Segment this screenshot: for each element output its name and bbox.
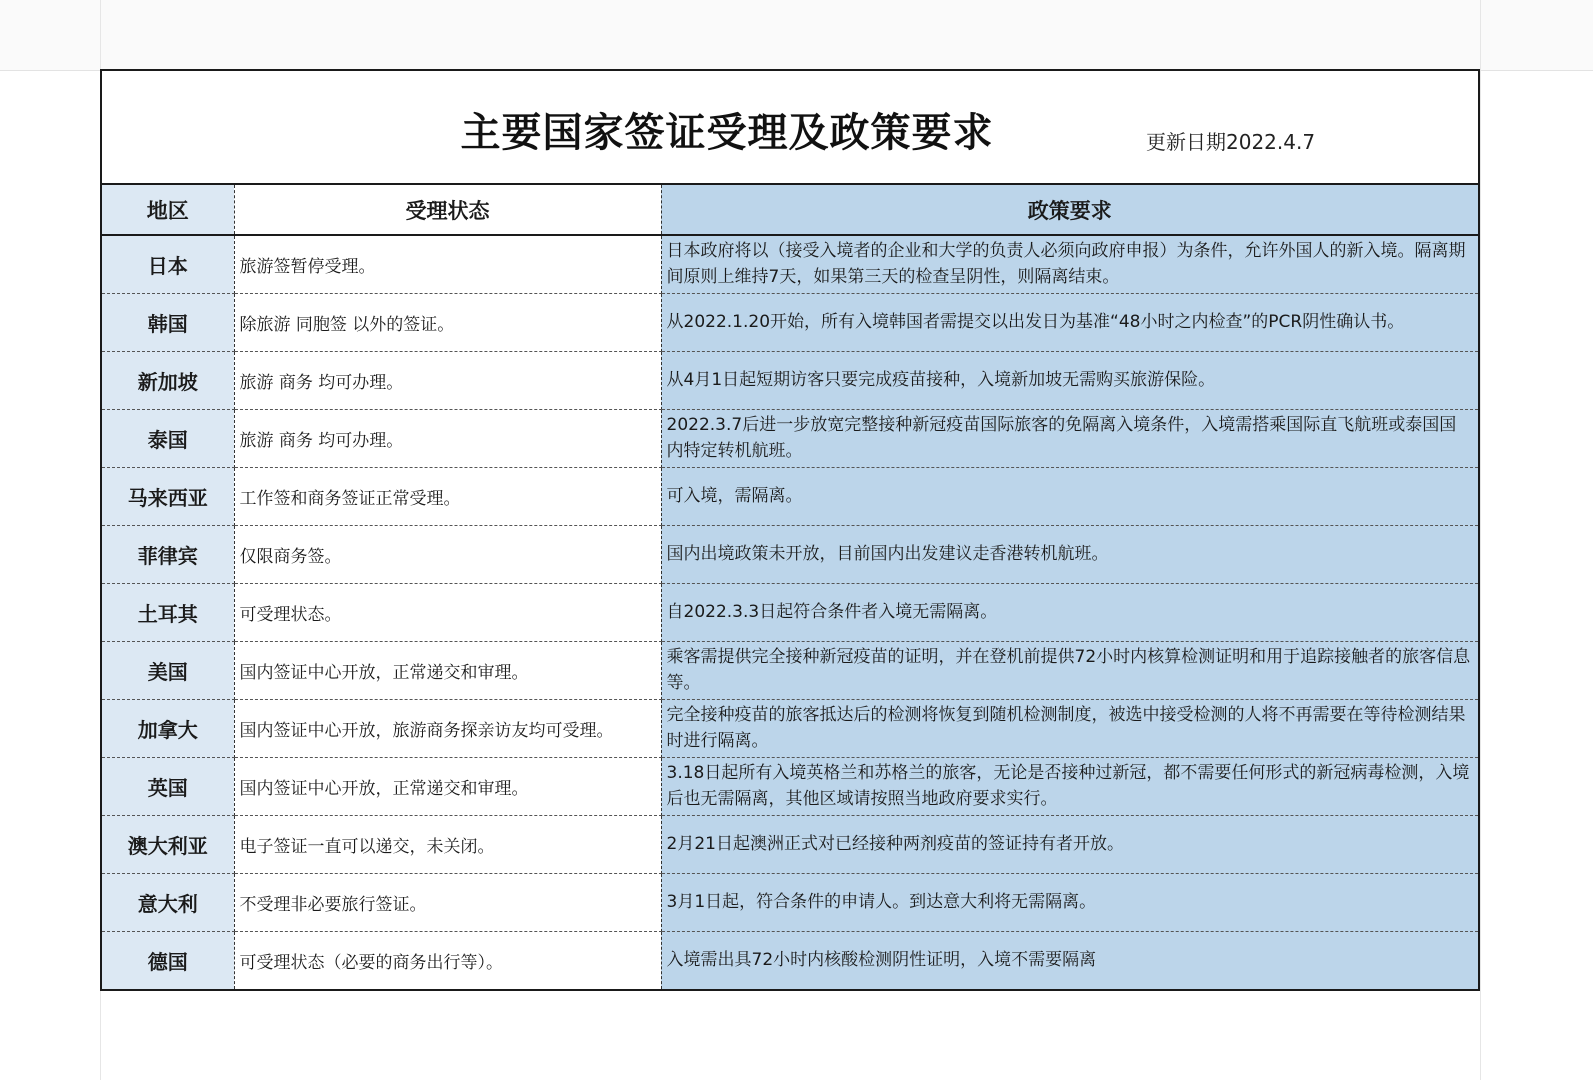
status-cell: 仅限商务签。 [234,525,661,583]
policy-cell: 3.18日起所有入境英格兰和苏格兰的旅客，无论是否接种过新冠，都不需要任何形式的新冠病毒检测，入境后也无需隔离，其他区域请按照当地政府要求实行。 [661,757,1478,815]
policy-cell: 从4月1日起短期访客只要完成疫苗接种，入境新加坡无需购买旅游保险。 [661,351,1478,409]
status-cell: 旅游签暂停受理。 [234,235,661,293]
region-cell: 菲律宾 [102,525,234,583]
title-row [102,71,1478,185]
region-cell: 新加坡 [102,351,234,409]
region-cell: 德国 [102,931,234,989]
table-row [102,873,1478,931]
status-cell: 旅游 商务 均可办理。 [234,351,661,409]
policy-cell: 3月1日起，符合条件的申请人。到达意大利将无需隔离。 [661,873,1478,931]
status-cell: 旅游 商务 均可办理。 [234,409,661,467]
status-cell: 不受理非必要旅行签证。 [234,873,661,931]
grid-line [1480,0,1481,1080]
policy-cell: 日本政府将以（接受入境者的企业和大学的负责人必须向政府申报）为条件，允许外国人的新入境。隔离期间原则上维持7天，如果第三天的检查呈阴性，则隔离结束。 [661,235,1478,293]
region-cell: 韩国 [102,293,234,351]
region-cell: 英国 [102,757,234,815]
table-row [102,699,1478,757]
status-cell: 除旅游 同胞签 以外的签证。 [234,293,661,351]
policy-cell: 自2022.3.3日起符合条件者入境无需隔离。 [661,583,1478,641]
table-row [102,409,1478,467]
status-cell: 国内签证中心开放，旅游商务探亲访友均可受理。 [234,699,661,757]
status-cell: 可受理状态。 [234,583,661,641]
table-row [102,931,1478,989]
region-cell: 美国 [102,641,234,699]
table-row [102,351,1478,409]
region-cell: 日本 [102,235,234,293]
spreadsheet-header-area [0,0,1593,71]
update-date: 更新日期2022.4.7 [1146,130,1316,154]
status-cell: 国内签证中心开放，正常递交和审理。 [234,757,661,815]
table-row [102,583,1478,641]
policy-cell: 国内出境政策未开放，目前国内出发建议走香港转机航班。 [661,525,1478,583]
policy-cell: 从2022.1.20开始，所有入境韩国者需提交以出发日为基准“48小时之内检查”的PCR阴性确认书。 [661,293,1478,351]
region-cell: 意大利 [102,873,234,931]
policy-cell: 完全接种疫苗的旅客抵达后的检测将恢复到随机检测制度，被选中接受检测的人将不再需要在等待检测结果时进行隔离。 [661,699,1478,757]
table-row [102,235,1478,293]
policy-cell: 2月21日起澳洲正式对已经接种两剂疫苗的签证持有者开放。 [661,815,1478,873]
table-row [102,467,1478,525]
table-row [102,757,1478,815]
policy-cell: 乘客需提供完全接种新冠疫苗的证明，并在登机前提供72小时内核算检测证明和用于追踪接触者的旅客信息等。 [661,641,1478,699]
policy-cell: 2022.3.7后进一步放宽完整接种新冠疫苗国际旅客的免隔离入境条件，入境需搭乘国际直飞航班或泰国国内特定转机航班。 [661,409,1478,467]
visa-policy-sheet [100,69,1480,991]
page-title: 主要国家签证受理及政策要求 [460,110,994,156]
table-header-row [102,185,1478,235]
column-header-status: 受理状态 [234,185,661,235]
region-cell: 加拿大 [102,699,234,757]
status-cell: 电子签证一直可以递交，未关闭。 [234,815,661,873]
region-cell: 泰国 [102,409,234,467]
status-cell: 工作签和商务签证正常受理。 [234,467,661,525]
policy-table [102,185,1478,989]
policy-cell: 可入境，需隔离。 [661,467,1478,525]
column-header-policy: 政策要求 [661,185,1478,235]
status-cell: 国内签证中心开放，正常递交和审理。 [234,641,661,699]
policy-cell: 入境需出具72小时内核酸检测阴性证明，入境不需要隔离 [661,931,1478,989]
table-row [102,525,1478,583]
region-cell: 马来西亚 [102,467,234,525]
region-cell: 澳大利亚 [102,815,234,873]
column-header-region: 地区 [102,185,234,235]
table-row [102,815,1478,873]
status-cell: 可受理状态（必要的商务出行等）。 [234,931,661,989]
region-cell: 土耳其 [102,583,234,641]
table-row [102,641,1478,699]
table-row [102,293,1478,351]
